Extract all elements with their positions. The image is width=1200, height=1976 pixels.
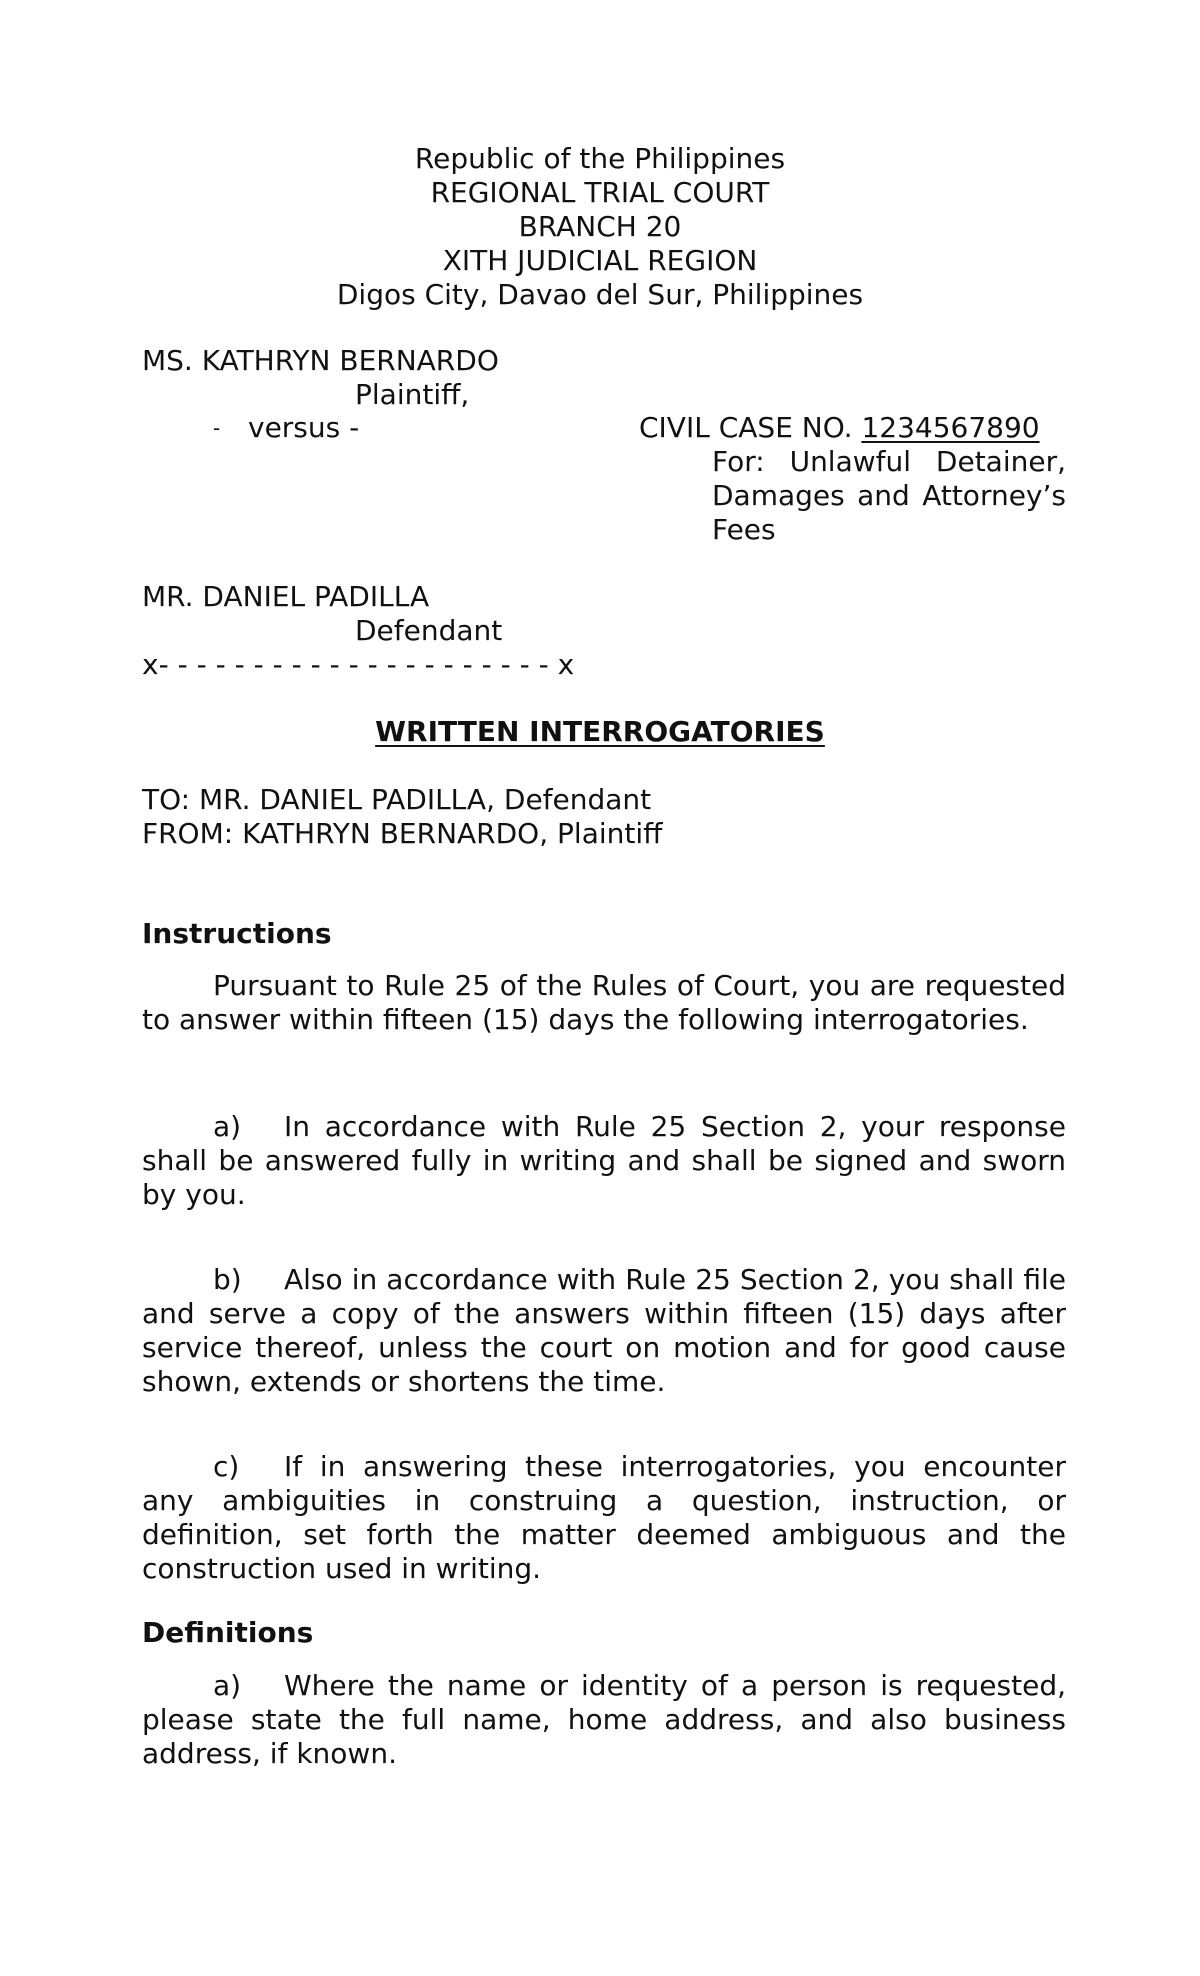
item-text: In accordance with Rule 25 Section 2, your response shall be answered fully in writing and shall be signed and sworn by you. — [142, 1110, 1066, 1211]
header-branch: BRANCH 20 — [518, 210, 682, 243]
item-text: Where the name or identity of a person is requested, please state the full name, home address, and also business address, if known. — [142, 1669, 1066, 1770]
to-line: TO: MR. DANIEL PADILLA, Defendant — [142, 783, 652, 816]
instruction-item — [142, 1263, 1066, 1399]
instructions-intro: Pursuant to Rule 25 of the Rules of Court, you are requested to answer within fifteen (15) days the following interrogatories. — [142, 969, 1066, 1036]
plaintiff-role: Plaintiff, — [355, 378, 470, 411]
document-title: WRITTEN INTERROGATORIES — [375, 715, 825, 748]
definitions-heading: Definitions — [142, 1616, 314, 1649]
header-court: REGIONAL TRIAL COURT — [430, 176, 770, 209]
instructions-heading: Instructions — [142, 917, 332, 950]
header-republic: Republic of the Philippines — [414, 142, 786, 175]
versus-label: versus - — [248, 411, 360, 444]
plaintiff-name: MS. KATHRYN BERNARDO — [142, 344, 499, 377]
instruction-item — [142, 1450, 1066, 1586]
caption-separator: x- - - - - - - - - - - - - - - - - - - - - x — [142, 648, 575, 681]
case-nature — [712, 445, 1066, 547]
from-line: FROM: KATHRYN BERNARDO, Plaintiff — [142, 817, 663, 850]
item-marker: c) — [213, 1450, 240, 1483]
case-number: 1234567890 — [861, 411, 1040, 444]
case-nature-line: Damages and Attorney’s — [712, 479, 1066, 512]
header-location: Digos City, Davao del Sur, Philippines — [336, 278, 864, 311]
item-marker: a) — [213, 1110, 242, 1143]
header-region: XITH JUDICIAL REGION — [442, 244, 758, 277]
case-nature-line: Fees — [712, 513, 776, 546]
case-number-line — [639, 411, 1040, 445]
item-marker: a) — [213, 1669, 242, 1702]
case-nature-line: For: Unlawful Detainer, — [712, 445, 1066, 478]
item-marker: b) — [213, 1263, 242, 1296]
case-number-label: CIVIL CASE NO. — [639, 411, 862, 444]
instruction-item — [142, 1110, 1066, 1212]
defendant-role: Defendant — [355, 614, 503, 647]
item-text: If in answering these interrogatories, you encounter any ambiguities in construing a question, instruction, or definition, set forth the matter deemed ambiguous and the construction used in writing. — [142, 1450, 1066, 1585]
definition-item — [142, 1669, 1066, 1771]
versus-dash: - — [213, 416, 221, 440]
court-header — [0, 142, 1200, 312]
defendant-name: MR. DANIEL PADILLA — [142, 580, 430, 613]
item-text: Also in accordance with Rule 25 Section 2, you shall file and serve a copy of the answers within fifteen (15) days after service thereof, unless the court on motion and for good cause shown, extends or shortens the time. — [142, 1263, 1066, 1398]
